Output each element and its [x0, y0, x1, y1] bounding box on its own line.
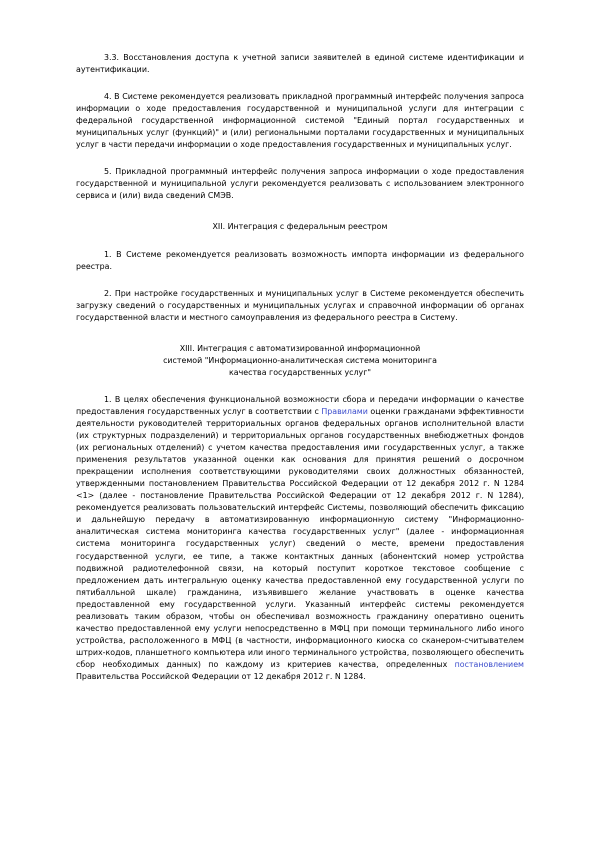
paragraph-5: 5. Прикладной программный интерфейс получения запроса информации о ходе предоставления государственной и муниципальной услуги рекомендуется реализовать с использованием электронного сервиса и (или) вида сведений СМЭВ. — [76, 167, 524, 201]
paragraph-xiii-1: 1. В целях обеспечения функциональной возможности сбора и передачи информации о качестве предоставления государственных услуг в соответствии с Правилами оценки гражданами эффективности деятельности руководителей территориальных органов федеральных органов исполнительной власти (их структурных подразделений) и территориальных органов государственных внебюджетных фондов (их региональных отделений) с учетом качества предоставления ими государственных услуг, а также применения результатов указанной оценки как основания для принятия решений о досрочном прекращении исполнения соответствующими руководителями своих должностных обязанностей, утвержденными постановлением Правительства Российской Федерации от 12 декабря 2012 г. N 1284 <1> (далее - постановление Правительства Российской Федерации от 12 декабря 2012 г. N 1284), рекомендуется реализовать пользовательский интерфейс Системы, позволяющий обеспечить фиксацию и дальнейшую передачу в автоматизированную информационную систему "Информационно-аналитическая система мониторинга качества государственных услуг" (далее - информационная система мониторинга государственных услуг) сведений о месте, времени предоставления государственной услуги, ее типе, а также контактных данных (абонентский номер устройства подвижной радиотелефонной связи, на который поступит короткое текстовое сообщение с предложением дать интегральную оценку качества предоставленной ему государственной услуги по пятибалльной шкале) гражданина, изъявившего желание участвовать в оценке качества предоставленной ему государственной услуги. Указанный интерфейс системы рекомендуется реализовать таким образом, чтобы он обеспечивал возможность гражданину оперативно оценить качество предоставленной ему услуги непосредственно в МФЦ при помощи терминального либо иного устройства, расположенного в МФЦ (в частности, информационного киоска со сканером-считывателем штрих-кодов, планшетного компьютера или иного терминального устройства, позволяющего обеспечить сбор необходимых данных) по каждому из критериев качества, определенных постановлением Правительства Российской Федерации от 12 декабря 2012 г. N 1284. — [76, 394, 524, 681]
heading-section-xii: XII. Интеграция с федеральным реестром — [212, 222, 388, 232]
paragraph-3-3: 3.3. Восстановления доступа к учетной записи заявителей в единой системе идентификации и аутентификации. — [76, 53, 524, 75]
heading-line-2: системой "Информационно-аналитическая система мониторинга — [163, 355, 437, 365]
paragraph-4: 4. В Системе рекомендуется реализовать прикладной программный интерфейс получения запроса информации о ходе предоставления государственной и муниципальной услуги для интеграции с федеральной государственной информационной системой "Единый портал государственных и муниципальных услуг (функций)" и (или) региональными порталами государственных и муниципальных услуг в части передачи информации о ходе предоставления государственных и муниципальных услуг. — [76, 92, 524, 150]
postanovleniem-link[interactable]: постановлением — [454, 659, 524, 669]
paragraph-xii-1: 1. В Системе рекомендуется реализовать возможность импорта информации из федерального реестра. — [76, 249, 524, 271]
heading-section-xiii — [76, 343, 524, 379]
section-spacer — [76, 333, 524, 343]
paragraph-xii-2: 2. При настройке государственных и муниципальных услуг в Системе рекомендуется обеспечить загрузку сведений о государственных и муниципальных услугах и справочной информации об органах государственной власти и местного самоуправления из федерального реестра в Систему. — [76, 288, 524, 322]
pravilami-link[interactable]: Правилами — [321, 406, 368, 416]
heading-line-3: качества государственных услуг" — [229, 367, 371, 377]
heading-line-1: XIII. Интеграция с автоматизированной информационной — [179, 343, 421, 353]
document-body — [76, 52, 524, 683]
section-spacer — [76, 211, 524, 221]
